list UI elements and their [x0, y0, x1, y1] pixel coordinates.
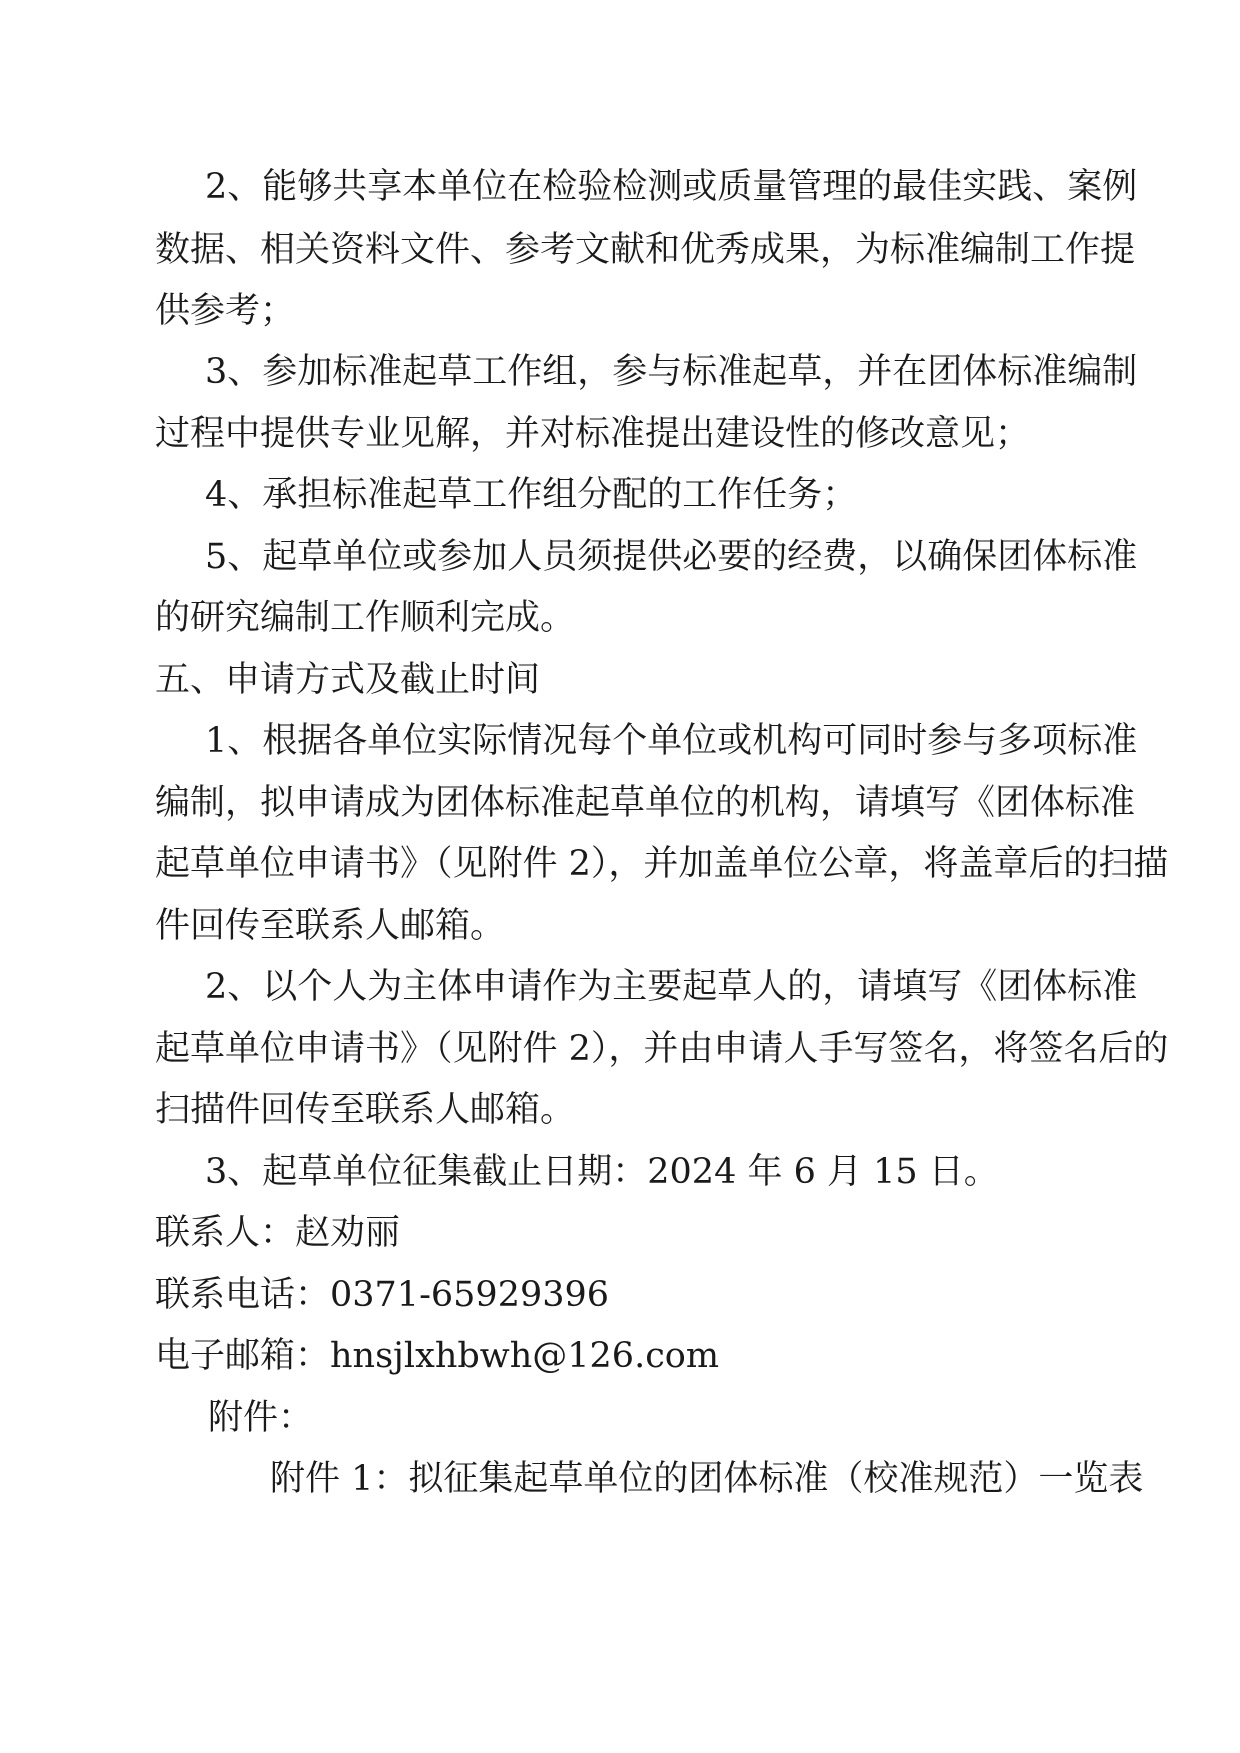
paragraph-4-line-1: 4、承担标准起草工作组分配的工作任务；	[205, 475, 858, 515]
paragraph-s1-line-1: 1、根据各单位实际情况每个单位或机构可同时参与多项标准	[205, 721, 1138, 761]
contact-email: 电子邮箱：hnsjlxhbwh@126.com	[155, 1336, 720, 1376]
paragraph-s1-line-4: 件回传至联系人邮箱。	[155, 906, 506, 946]
paragraph-s3-line-1: 3、起草单位征集截止日期：2024 年 6 月 15 日。	[205, 1152, 999, 1192]
attachment-1: 附件 1：拟征集起草单位的团体标准（校准规范）一览表	[270, 1459, 1144, 1499]
paragraph-s2-line-3: 扫描件回传至联系人邮箱。	[155, 1090, 576, 1130]
paragraph-s1-line-3: 起草单位申请书》（见附件 2），并加盖单位公章，将盖章后的扫描	[155, 844, 1169, 884]
paragraph-5-line-1: 5、起草单位或参加人员须提供必要的经费，以确保团体标准	[205, 537, 1138, 577]
attachments-heading: 附件：	[208, 1398, 314, 1438]
paragraph-s1-line-2: 编制，拟申请成为团体标准起草单位的机构，请填写《团体标准	[155, 783, 1136, 823]
section-heading: 五、申请方式及截止时间	[155, 660, 541, 700]
paragraph-s2-line-2: 起草单位申请书》（见附件 2），并由申请人手写签名，将签名后的	[155, 1029, 1169, 1069]
paragraph-s2-line-1: 2、以个人为主体申请作为主要起草人的，请填写《团体标准	[205, 967, 1138, 1007]
contact-person: 联系人：赵劝丽	[155, 1213, 401, 1253]
paragraph-2-line-3: 供参考；	[155, 291, 296, 331]
paragraph-3-line-1: 3、参加标准起草工作组，参与标准起草，并在团体标准编制	[205, 352, 1138, 392]
paragraph-2-line-1: 2、能够共享本单位在检验检测或质量管理的最佳实践、案例	[205, 167, 1138, 207]
contact-phone: 联系电话：0371-65929396	[155, 1275, 610, 1315]
paragraph-2-line-2: 数据、相关资料文件、参考文献和优秀成果，为标准编制工作提	[155, 230, 1136, 270]
paragraph-5-line-2: 的研究编制工作顺利完成。	[155, 598, 576, 638]
paragraph-3-line-2: 过程中提供专业见解，并对标准提出建设性的修改意见；	[155, 414, 1031, 454]
